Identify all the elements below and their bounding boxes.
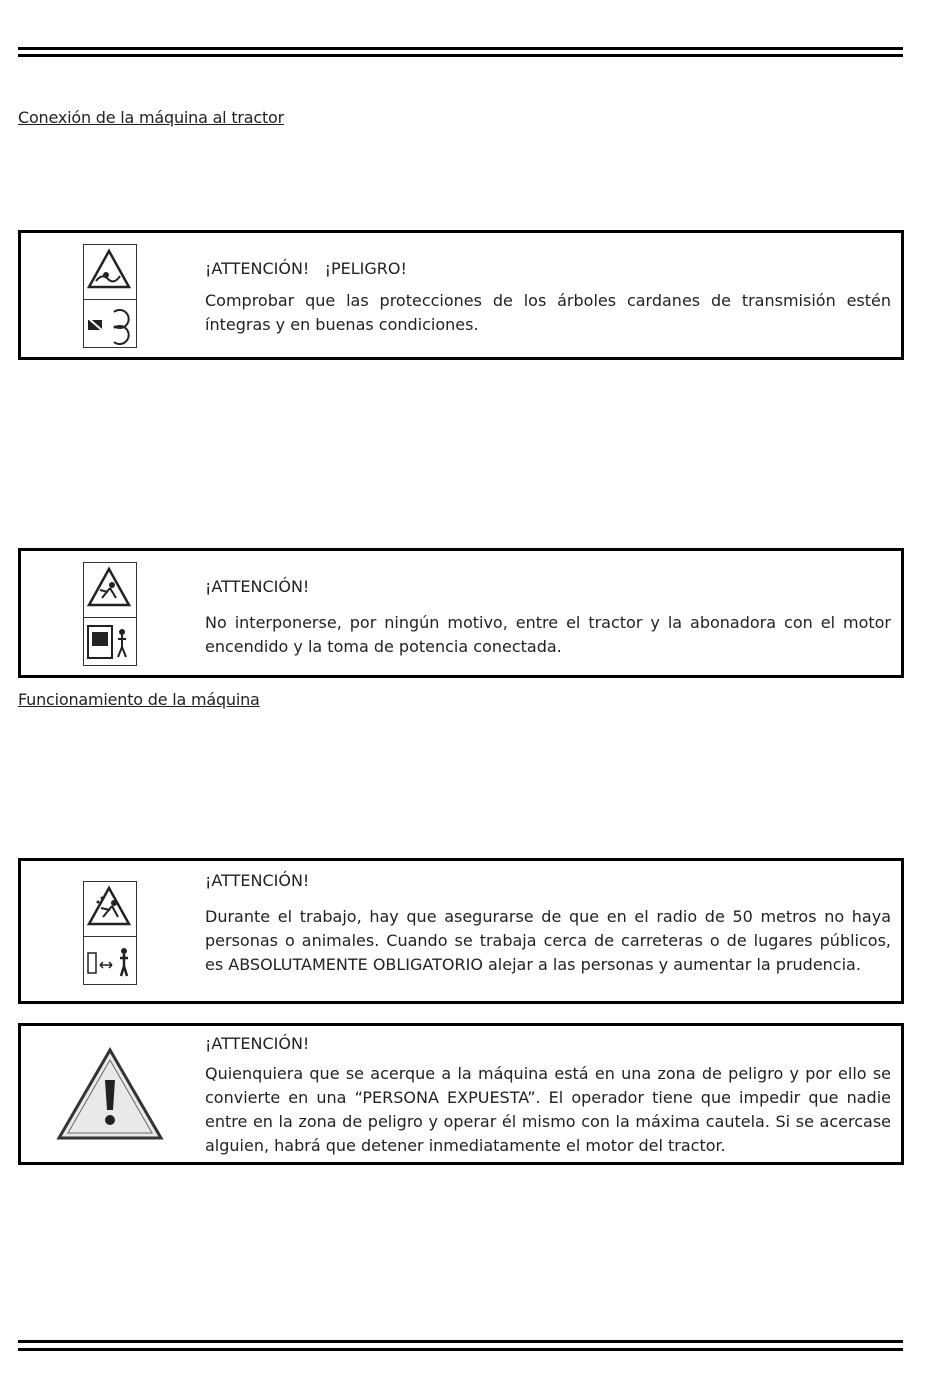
warning-body: Quienquiera que se acerque a la máquina está en una zona de peligro y por ello se convierte en una “PERSONA EXPUESTA”. El operador tiene que impedir que nadie entre en la zona de peligro y operar él mismo con la máxima cautela. Si se acercase alguien, habrá que detener inmediatamente el motor del tractor. (205, 1064, 891, 1155)
top-rule (18, 47, 903, 50)
warning-icon-area (21, 1026, 201, 1162)
warning-icon-area (21, 233, 201, 357)
warning-text (205, 1032, 891, 1158)
section-heading-operation: Funcionamiento de la máquina (18, 690, 260, 709)
warning-text (205, 869, 891, 977)
crush-between-tractor-warning-icon (83, 562, 137, 666)
warning-box-tractor-gap (18, 548, 904, 678)
warning-box-cardan (18, 230, 904, 360)
warning-icon-area (21, 861, 201, 1001)
warning-title: ¡ATTENCIÓN! (205, 577, 310, 596)
bottom-rule-second (18, 1348, 903, 1351)
warning-title: ¡ATTENCIÓN! (205, 1034, 310, 1053)
warning-body: No interponerse, por ningún motivo, entre el tractor y la abonadora con el motor encendido y la toma de potencia conectada. (205, 613, 891, 656)
bottom-rule (18, 1340, 903, 1343)
warning-text (205, 257, 891, 337)
top-rule-second (18, 54, 903, 57)
thrown-objects-keep-distance-icon (83, 881, 137, 985)
warning-body: Durante el trabajo, hay que asegurarse de que en el radio de 50 metros no haya personas o animales. Cuando se trabaja cerca de carreteras o de lugares públicos, es ABSOLUTAMENTE OBLIGATORIO alejar a las personas y aumentar la prudencia. (205, 907, 891, 974)
warning-body: Comprobar que las protecciones de los árboles cardanes de transmisión estén íntegras y en buenas condiciones. (205, 291, 891, 334)
warning-title: ¡ATTENCIÓN! ¡PELIGRO! (205, 259, 407, 278)
warning-box-exposed-person (18, 1023, 904, 1165)
entanglement-warning-icon (83, 244, 137, 348)
exclamation-triangle-icon (55, 1046, 165, 1142)
warning-title: ¡ATTENCIÓN! (205, 871, 310, 890)
warning-text (205, 575, 891, 659)
warning-icon-area (21, 551, 201, 675)
section-heading-connection: Conexión de la máquina al tractor (18, 108, 285, 127)
warning-box-distance (18, 858, 904, 1004)
